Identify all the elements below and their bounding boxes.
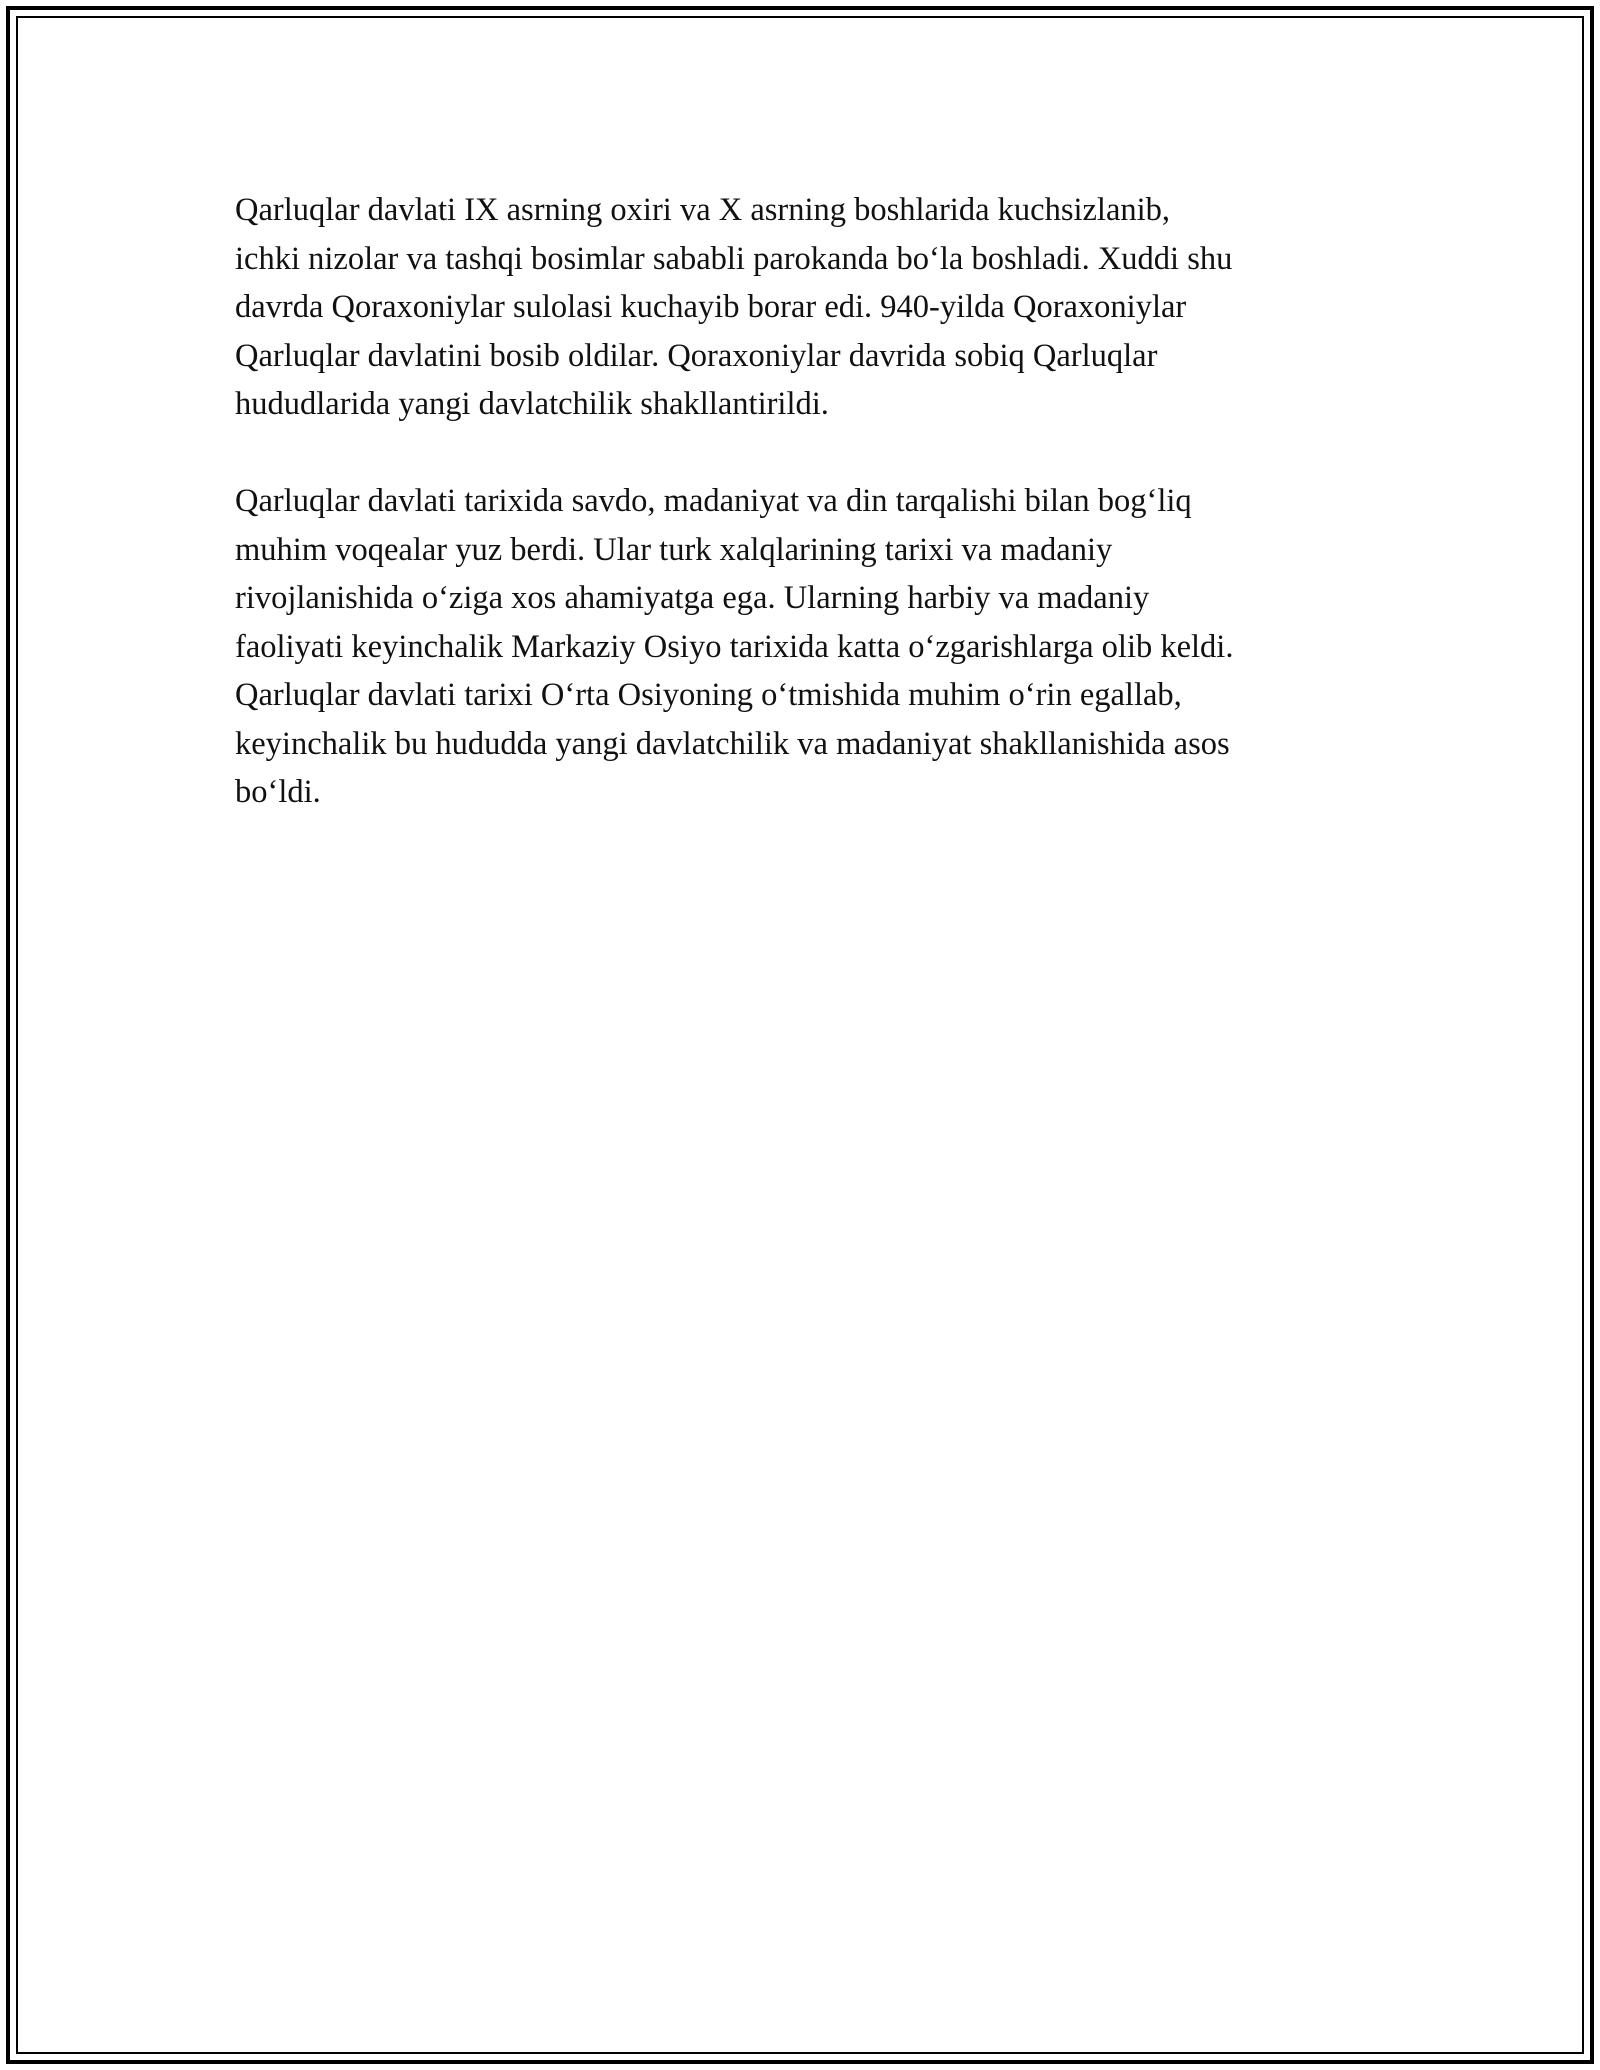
- paragraph-1: [235, 186, 1385, 429]
- paragraph-1-line-3: davrda Qoraxoniylar sulolasi kuchayib borar edi. 940-yilda Qoraxoniylar: [235, 289, 1187, 325]
- paragraph-2-line-5: Qarluqlar davlati tarixi O‘rta Osiyoning o‘tmishida muhim o‘rin egallab,: [235, 677, 1182, 713]
- paragraph-2-line-4: faoliyati keyinchalik Markaziy Osiyo tarixida katta o‘zgarishlarga olib keldi.: [235, 628, 1234, 665]
- paragraph-2-line-3: rivojlanishida o‘ziga xos ahamiyatga ega. Ularning harbiy va madaniy: [235, 580, 1150, 616]
- paragraph-1-line-2: ichki nizolar va tashqi bosimlar sababli parokanda bo‘la boshladi. Xuddi shu: [235, 240, 1233, 277]
- document-body: [235, 186, 1385, 817]
- paragraph-1-line-4: Qarluqlar davlatini bosib oldilar. Qoraxoniylar davrida sobiq Qarluqlar: [235, 337, 1158, 374]
- paragraph-2-line-1: Qarluqlar davlati tarixida savdo, madaniyat va din tarqalishi bilan bog‘liq: [235, 483, 1192, 519]
- paragraph-1-line-5: hududlarida yangi davlatchilik shakllantirildi.: [235, 386, 829, 422]
- paragraph-2-line-6: keyinchalik bu hududda yangi davlatchilik va madaniyat shakllanishida asos: [235, 725, 1230, 762]
- paragraph-2-line-7: bo‘ldi.: [235, 774, 321, 810]
- paragraph-2: [235, 477, 1385, 817]
- paragraph-1-line-1: Qarluqlar davlati IX asrning oxiri va X asrning boshlarida kuchsizlanib,: [235, 192, 1171, 228]
- paragraph-2-line-2: muhim voqealar yuz berdi. Ular turk xalqlarining tarixi va madaniy: [235, 531, 1113, 568]
